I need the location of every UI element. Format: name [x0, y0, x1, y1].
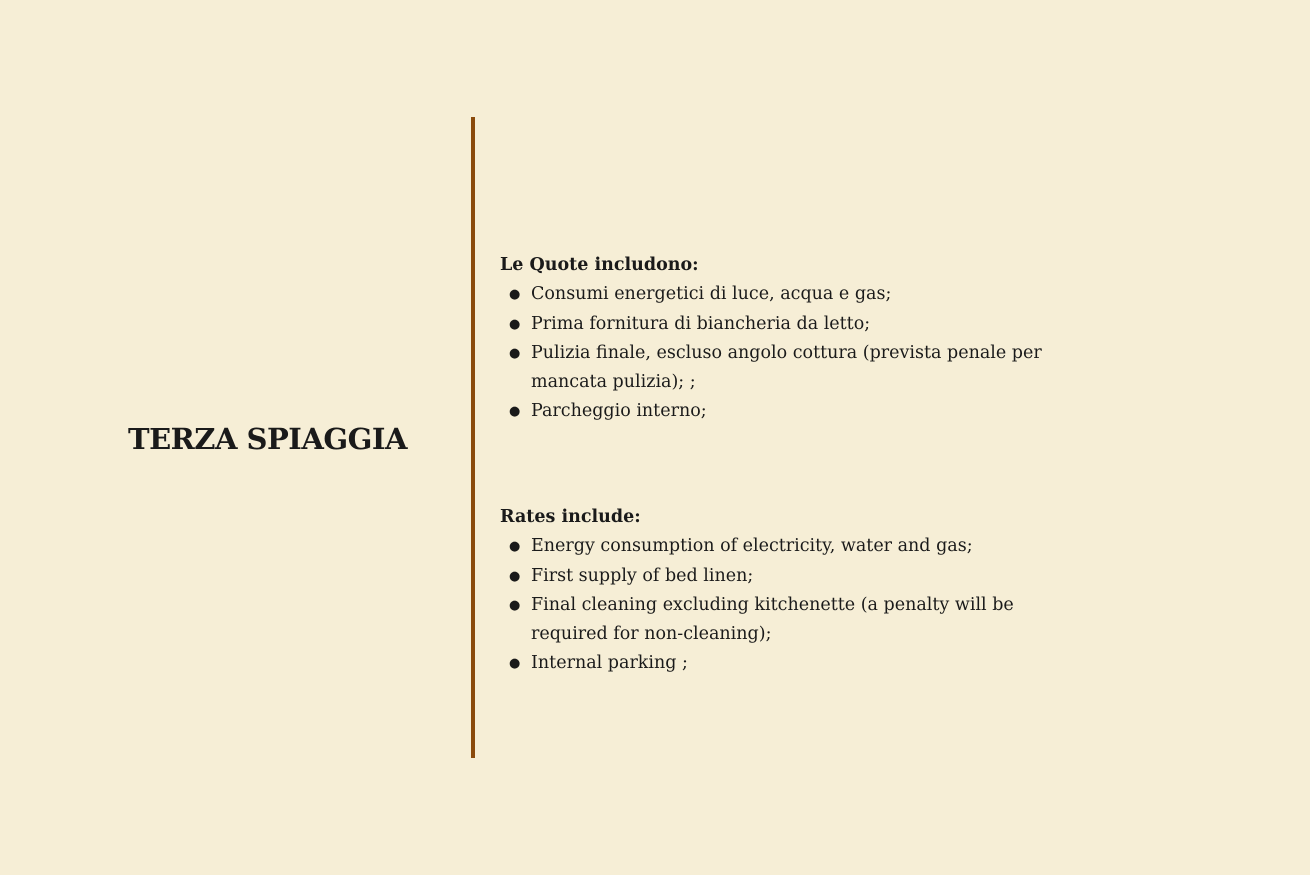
list-item-text: Energy consumption of electricity, water and gas;: [531, 536, 973, 557]
list-item-text: Consumi energetici di luce, acqua e gas;: [531, 284, 892, 305]
italian-list: [500, 280, 1100, 426]
list-item: [509, 397, 1100, 426]
bullet-icon: ●: [509, 656, 521, 672]
bullet-icon: ●: [509, 404, 521, 420]
list-item: [509, 591, 1076, 650]
page-title: TERZA SPIAGGIA: [128, 422, 407, 456]
vertical-divider: [471, 117, 475, 758]
list-item-text: Internal parking ;: [531, 653, 688, 674]
list-item: [509, 649, 1100, 678]
bullet-icon: ●: [509, 345, 521, 361]
list-item: [509, 339, 1071, 398]
list-item-text: Final cleaning excluding kitchenette (a penalty will be required for non-cleaning);: [531, 594, 1014, 645]
italian-heading: Le Quote includono:: [500, 255, 699, 275]
list-item: [509, 532, 1100, 561]
english-list: [500, 532, 1100, 678]
bullet-icon: ●: [509, 539, 521, 555]
list-item: [509, 310, 1100, 339]
list-item-text: Parcheggio interno;: [531, 401, 707, 422]
list-item: [509, 562, 1100, 591]
bullet-icon: ●: [509, 568, 521, 584]
bullet-icon: ●: [509, 287, 521, 303]
italian-section: [500, 251, 1100, 427]
bullet-icon: ●: [509, 316, 521, 332]
list-item-text: Pulizia finale, escluso angolo cottura (prevista penale per mancata pulizia); ;: [531, 342, 1042, 393]
english-section: [500, 503, 1100, 679]
list-item-text: First supply of bed linen;: [531, 565, 754, 586]
list-item-text: Prima fornitura di biancheria da letto;: [531, 313, 871, 334]
english-heading: Rates include:: [500, 507, 641, 527]
list-item: [509, 280, 1100, 309]
bullet-icon: ●: [509, 597, 521, 613]
